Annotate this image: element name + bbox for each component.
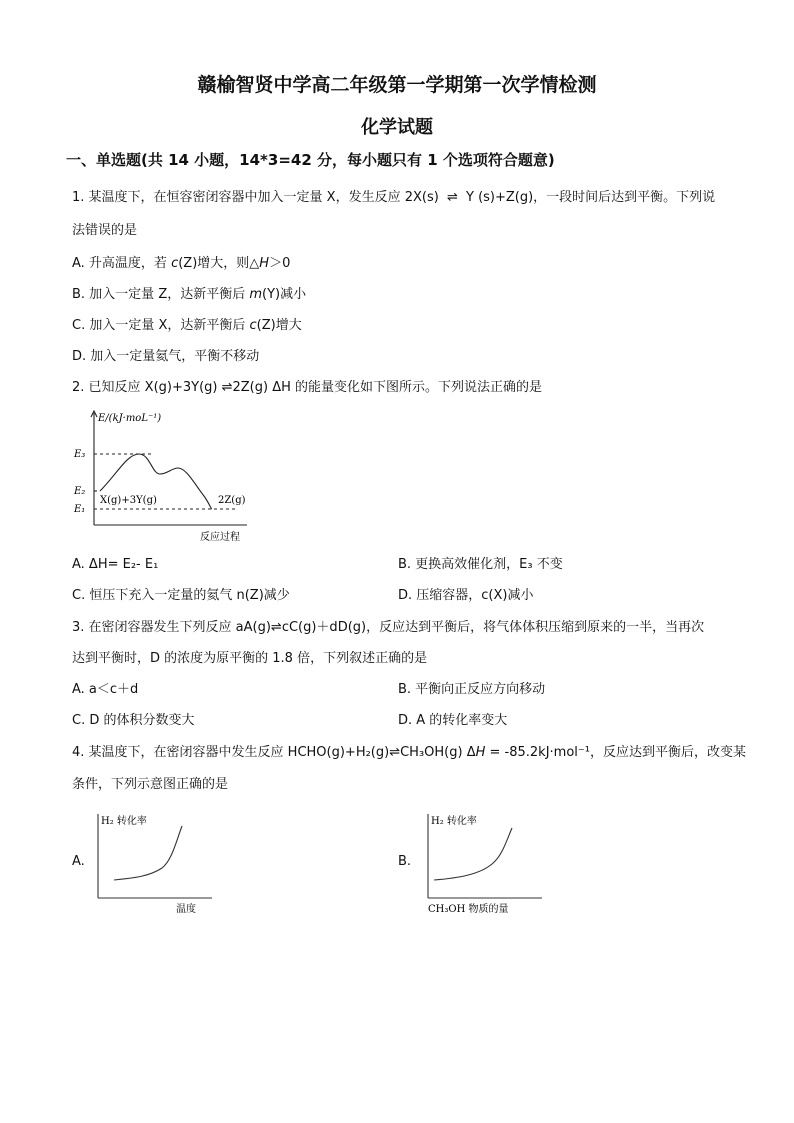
y-axis-label: E/(kJ·moL⁻¹) <box>98 413 162 424</box>
q3-option-b: B. 平衡向正反应方向移动 <box>398 682 546 697</box>
reactants-label: X(g)+3Y(g) <box>100 495 157 506</box>
graph-b-x-label: CH₃OH 物质的量 <box>428 904 509 915</box>
q4-option-b-label: B. <box>398 854 412 869</box>
q2-option-c: C. 恒压下充入一定量的氦气 n(Z)减少 <box>72 588 290 603</box>
q3-stem-line2: 达到平衡时，D 的浓度为原平衡的 1.8 倍，下列叙述正确的是 <box>72 651 428 666</box>
e2-label: E₂ <box>74 486 86 497</box>
graph-a-conversion-vs-temperature <box>90 808 220 916</box>
graph-a-curve <box>114 826 182 880</box>
e3-label: E₃ <box>74 449 86 460</box>
graph-a-y-label: H₂ 转化率 <box>101 816 147 827</box>
q3-option-a: A. a＜c＋d <box>72 682 139 697</box>
products-label: 2Z(g) <box>218 495 246 506</box>
graph-b-conversion-vs-methanol <box>420 808 550 916</box>
graph-b-y-label: H₂ 转化率 <box>431 816 477 827</box>
q1-stem-line1 <box>72 189 715 207</box>
q4-stem-line1: 4. 某温度下，在密闭容器中发生反应 HCHO(g)+H₂(g)⇌CH₃OH(g) ΔH = -85.2kJ·mol⁻¹，反应达到平衡后，改变某 <box>72 745 746 760</box>
e1-label: E₁ <box>74 504 86 515</box>
graph-a-x-label: 温度 <box>176 904 196 915</box>
q1-stem-part-a: 1. 某温度下，在恒容密闭容器中加入一定量 X，发生反应 2X(s) <box>72 190 439 205</box>
section-heading: 一、单选题(共 14 小题，14*3=42 分，每小题只有 1 个选项符合题意) <box>66 151 555 169</box>
q2-option-a: A. ΔH= E₂- E₁ <box>72 557 159 572</box>
q2-stem: 2. 已知反应 X(g)+3Y(g) ⇌2Z(g) ΔH 的能量变化如下图所示。下列说法正确的是 <box>72 380 542 395</box>
page-title: 赣榆智贤中学高二年级第一学期第一次学情检测 <box>197 74 597 96</box>
q2-option-d: D. 压缩容器，c(X)减小 <box>398 588 534 603</box>
q3-option-c: C. D 的体积分数变大 <box>72 713 195 728</box>
page-subtitle: 化学试题 <box>361 117 433 138</box>
q1-stem-part-b: Y (s)+Z(g)，一段时间后达到平衡。下列说 <box>466 190 716 205</box>
q4-option-a-label: A. <box>72 854 85 869</box>
graph-b-curve <box>434 828 512 880</box>
q4-stem-line2: 条件，下列示意图正确的是 <box>72 777 229 792</box>
q1-stem-line2: 法错误的是 <box>72 223 138 238</box>
q3-option-d: D. A 的转化率变大 <box>398 713 508 728</box>
q3-stem-line1: 3. 在密闭容器发生下列反应 aA(g)⇌cC(g)＋dD(g)，反应达到平衡后，将气体体积压缩到原来的一半，当再次 <box>72 620 705 635</box>
q1-option-d: D. 加入一定量氦气，平衡不移动 <box>72 349 260 364</box>
reversible-arrow-icon: ⇌ <box>446 190 458 205</box>
energy-diagram <box>72 408 262 546</box>
x-axis-label: 反应过程 <box>200 532 240 543</box>
q1-option-c: C. 加入一定量 X，达新平衡后 c(Z)增大 <box>72 318 302 333</box>
q2-option-b: B. 更换高效催化剂，E₃ 不变 <box>398 557 563 572</box>
q1-option-a: A. 升高温度，若 c(Z)增大，则△H＞0 <box>72 256 291 271</box>
q1-option-b: B. 加入一定量 Z，达新平衡后 m(Y)减小 <box>72 287 307 302</box>
